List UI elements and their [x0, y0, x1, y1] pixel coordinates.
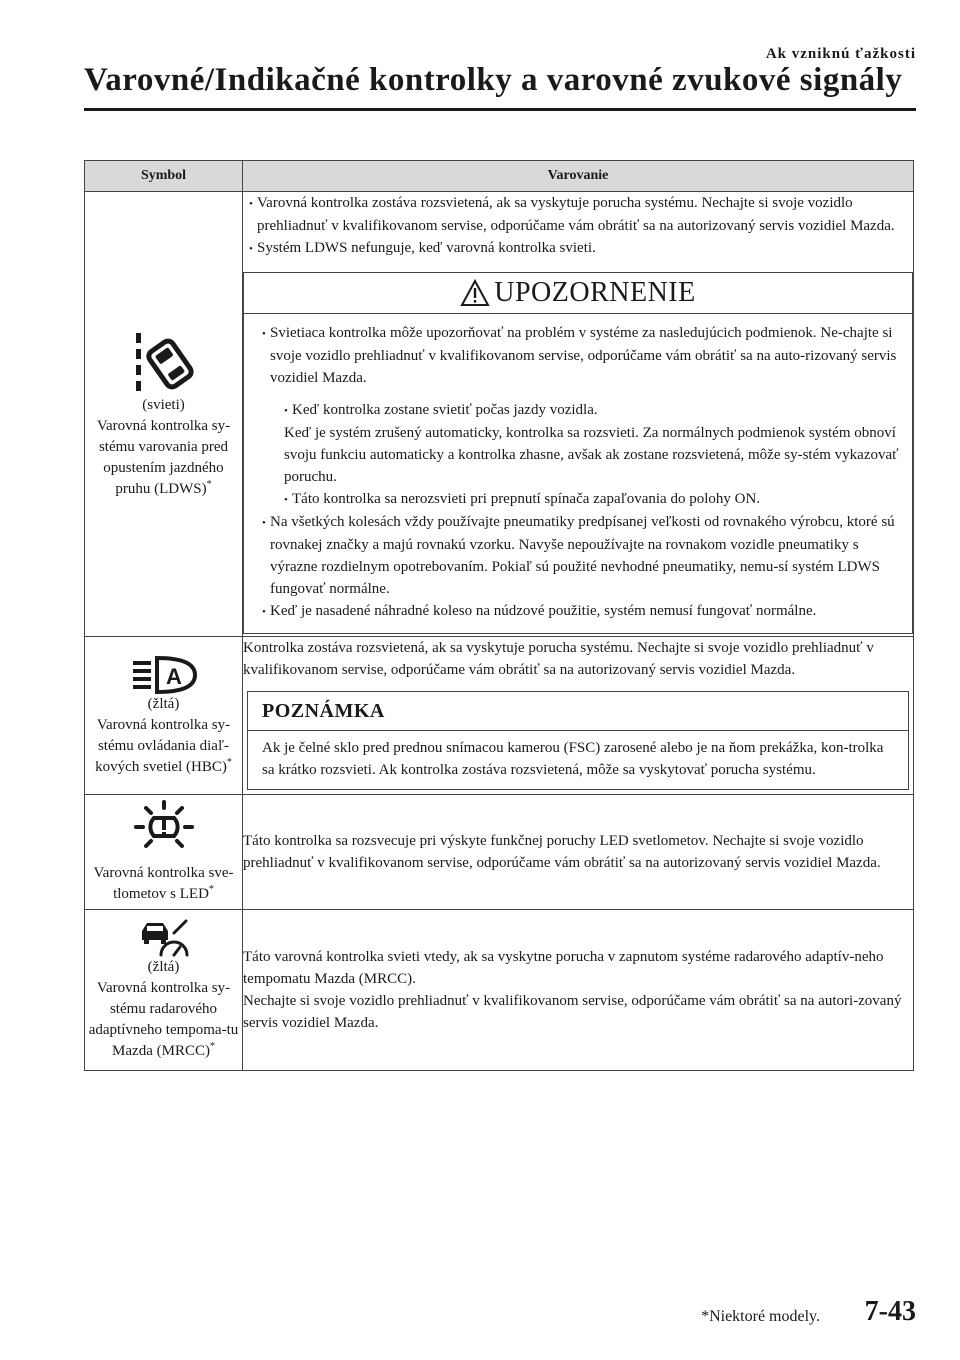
paragraph: Keď je systém zrušený automaticky, kontrolka sa rozsvieti. Za normálnych podmienok systém obnoví svoju funkciu automaticky a kontrolka zhasne, avšak ak zostane rozsvietená, môže sy-stém vykazovať poruchu. [284, 425, 899, 485]
symbol-color-label: (svieti) [142, 396, 185, 413]
note-title: POZNÁMKA [262, 700, 385, 722]
symbol-cell [85, 910, 243, 1071]
list-item: • Na všetkých kolesách vždy používajte pneumatiky predpísanej veľkosti od rovnakého výrobcu, ktoré sú rovnakej značky a majú rovnakú vzorku. Navyše nepoužívajte na rovnakom vozidle pneumatiky s výrazne rozdielnym opotrebovaním. Pokiaľ sú použité nevhodné pneumatiky, nemu-sí systém LDWS fungovať normálne. [256, 511, 902, 600]
symbol-description: Varovná kontrolka sy-stému varovania pred opustením jazdného pruhu (LDWS)* [96, 417, 231, 497]
lane-departure-warning-icon [132, 329, 196, 395]
warning-cell [243, 795, 914, 910]
symbol-cell [85, 795, 243, 910]
warning-table [84, 160, 914, 1071]
symbol-description: Varovná kontrolka sve-tlometov s LED* [93, 865, 234, 902]
table-row [85, 637, 914, 795]
symbol-color-label: (žltá) [147, 695, 180, 712]
section-title: Ak vzniknú ťažkosti [765, 46, 916, 62]
table-row [85, 910, 914, 1071]
led-headlight-warning-icon [132, 799, 196, 857]
list-item: • Táto kontrolka sa nerozsvieti pri prepnutí spínača zapaľovania do polohy ON. [278, 488, 902, 511]
caution-header [244, 273, 912, 314]
caution-body [244, 314, 912, 633]
symbol-description: Varovná kontrolka sy-stému radarového adaptívneho tempoma-tu Mazda (MRCC)* [88, 979, 239, 1059]
footnote: *Niektoré modely. [701, 1308, 820, 1325]
table-row [85, 192, 914, 637]
note-body: Ak je čelné sklo pred prednou snímacou kamerou (FSC) zarosené alebo je na ňom prekážka, kon-trolka sa krátko rozsvieti. Ak kontrolka zostáva rozsvietená, môže sa vyskytovať porucha systému. [262, 740, 884, 778]
header-rule [84, 108, 916, 111]
warning-cell [243, 192, 914, 637]
table-header-row [85, 161, 914, 192]
list-item: • Svietiaca kontrolka môže upozorňovať na problém v systéme za nasledujúcich podmienok. Ne-chajte si svoje vozidlo prehliadnuť v kvalifikovanom servise, odporúčame vám obrátiť sa na auto-rizovaný servis vozidiel Mazda. [256, 322, 902, 389]
note-header [248, 692, 908, 731]
symbol-cell [85, 192, 243, 637]
warning-cell [243, 637, 914, 795]
symbol-description: Varovná kontrolka sy-stému ovládania diaľ-kových svetiel (HBC)* [95, 716, 232, 775]
table-row [85, 795, 914, 910]
note-box [247, 691, 909, 790]
warning-triangle-icon [460, 279, 490, 307]
paragraph: Táto varovná kontrolka svieti vtedy, ak sa vyskytne porucha v zapnutom systéme radarového adaptív-neho tempomatu Mazda (MRCC). Nechajte si svoje vozidlo prehliadnuť v kvalifikovanom servise, odporúčame vám obrátiť sa na autori-zovaný servis vozidiel Mazda. [243, 949, 902, 1031]
list-item: • Varovná kontrolka zostáva rozsvietená, ak sa vyskytuje porucha systému. Nechajte si svoje vozidlo prehliadnuť v kvalifikovanom servise, odporúčame vám obrátiť sa na autorizovaný servis vozidiel Mazda. [243, 192, 913, 237]
list-item: • Keď je nasadené náhradné koleso na núdzové použitie, systém nemusí fungovať normálne. [256, 600, 902, 623]
paragraph: Kontrolka zostáva rozsvietená, ak sa vyskytuje porucha systému. Nechajte si svoje vozidlo prehliadnuť v kvalifikovanom servise, odporúčame vám obrátiť sa na autorizovaný servis vozidiel Mazda. [243, 640, 874, 678]
page-number: 7-43 [864, 1296, 916, 1327]
paragraph: Táto kontrolka sa rozsvecuje pri výskyte funkčnej poruchy LED svetlometov. Nechajte si svoje vozidlo prehliadnuť v kvalifikovanom servise, odporúčame vám obrátiť sa na autorizovaný servis vozidiel Mazda. [243, 833, 881, 871]
warning-cell [243, 910, 914, 1071]
caution-box [243, 272, 913, 634]
svg-text:A: A [165, 663, 182, 689]
sub-list [256, 399, 902, 511]
caution-title: UPOZORNENIE [494, 277, 696, 308]
col-header-symbol: Symbol [85, 161, 243, 192]
col-header-warning: Varovanie [243, 161, 914, 192]
page-title: Varovné/Indikačné kontrolky a varovné zvukové signály [84, 62, 903, 98]
high-beam-control-icon [129, 654, 199, 694]
list-item: • Keď kontrolka zostane svietiť počas jazdy vozidla. [278, 399, 902, 422]
symbol-cell [85, 637, 243, 795]
radar-cruise-control-icon [138, 919, 190, 957]
list-item: • Systém LDWS nefunguje, keď varovná kontrolka svieti. [243, 237, 913, 260]
symbol-color-label: (žltá) [147, 958, 180, 975]
